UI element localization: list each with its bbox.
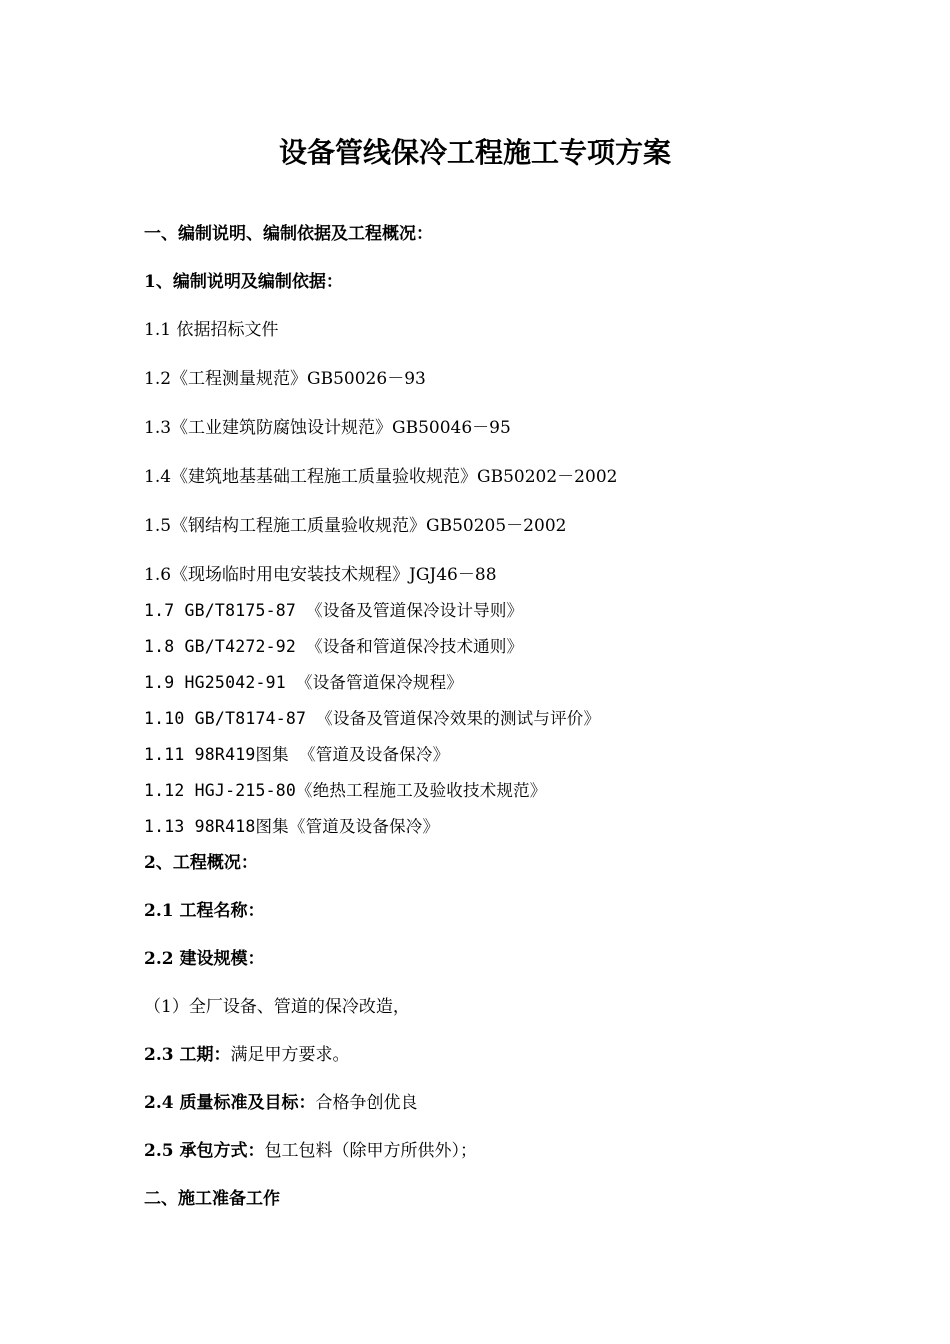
period-line <box>144 1043 350 1067</box>
period-value: 满足甲方要求。 <box>230 1045 350 1065</box>
contract-line <box>144 1139 477 1163</box>
reference-item-1-10: 1.10 GB/T8174-87 《设备及管道保冷效果的测试与评价》 <box>144 709 601 728</box>
quality-line <box>144 1091 418 1115</box>
reference-item-1-7: 1.7 GB/T8175-87 《设备及管道保冷设计导则》 <box>144 601 524 620</box>
reference-item-1-4: 1.4《建筑地基基础工程施工质量验收规范》GB50202－2002 <box>144 467 618 487</box>
reference-item-1-1: 1.1 依据招标文件 <box>144 320 279 340</box>
quality-value: 合格争创优良 <box>315 1093 418 1113</box>
quality-label: 2.4 质量标准及目标： <box>144 1093 316 1113</box>
subsection-heading-2: 2、工程概况： <box>144 853 258 873</box>
section-heading-1: 一、编制说明、编制依据及工程概况： <box>144 224 433 244</box>
section-heading-2: 二、施工准备工作 <box>144 1189 280 1209</box>
reference-item-1-5: 1.5《钢结构工程施工质量验收规范》GB50205－2002 <box>144 516 567 536</box>
period-label: 2.3 工期： <box>144 1045 231 1065</box>
reference-item-1-6: 1.6《现场临时用电安装技术规程》JGJ46－88 <box>144 565 497 585</box>
contract-value: 包工包料（除甲方所供外）； <box>264 1141 477 1161</box>
reference-item-1-9: 1.9 HG25042-91 《设备管道保冷规程》 <box>144 673 464 692</box>
scale-item: （1）全厂设备、管道的保冷改造， <box>144 997 410 1017</box>
reference-item-1-8: 1.8 GB/T4272-92 《设备和管道保冷技术通则》 <box>144 637 524 656</box>
reference-item-1-2: 1.2《工程测量规范》GB50026－93 <box>144 369 426 389</box>
reference-item-1-12: 1.12 HGJ-215-80《绝热工程施工及验收技术规范》 <box>144 781 547 800</box>
subsection-heading-1: 1、编制说明及编制依据： <box>144 272 343 292</box>
reference-item-1-3: 1.3《工业建筑防腐蚀设计规范》GB50046－95 <box>144 418 511 438</box>
project-name-label: 2.1 工程名称： <box>144 901 265 921</box>
reference-item-1-11: 1.11 98R419图集 《管道及设备保冷》 <box>144 745 450 764</box>
scale-label: 2.2 建设规模： <box>144 949 265 969</box>
reference-item-1-13: 1.13 98R418图集《管道及设备保冷》 <box>144 817 440 836</box>
document-title: 设备管线保冷工程施工专项方案 <box>278 136 671 169</box>
contract-label: 2.5 承包方式： <box>144 1141 265 1161</box>
